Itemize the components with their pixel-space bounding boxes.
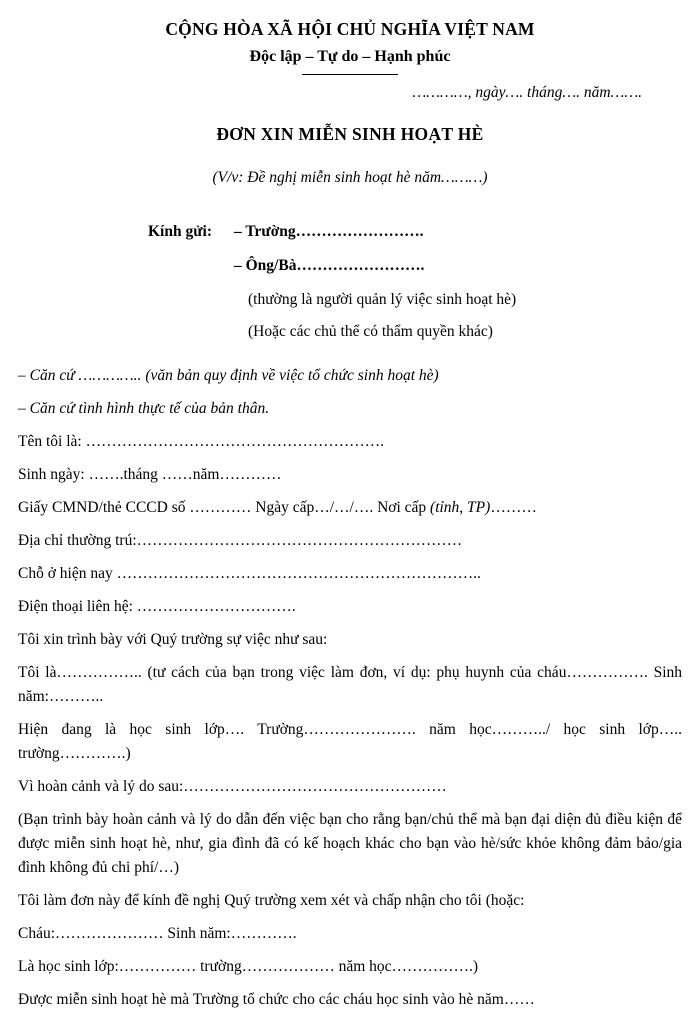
id-card-prefix: Giấy CMND/thẻ CCCD số ………… Ngày cấp…/…/…. Nơi cấp: [18, 499, 431, 517]
child-class-line: Là học sinh lớp:…………… trường……………… năm học…………….): [18, 958, 479, 976]
recipient-row-person: [148, 254, 682, 278]
document-title: ĐƠN XIN MIỄN SINH HOẠT HÈ: [216, 123, 484, 144]
recipient-person: – Ông/Bà…………………….: [234, 257, 425, 275]
reason-note-line: (Bạn trình bày hoàn cảnh và lý do dẫn đến việc bạn cho rằng bạn/chủ thể mà bạn đại diện đủ điều kiện để được miễn sinh hoạt hè, như, gia đình đã có kế hoạch khác cho bạn vào hè/sức khỏe không đảm bảo/gia đình không đủ chi phí/…): [18, 811, 682, 877]
national-title: CỘNG HÒA XÃ HỘI CHỦ NGHĨA VIỆT NAM: [165, 19, 535, 39]
applicant-role-line: Tôi là…………….. (tư cách của bạn trong việc làm đơn, ví dụ: phụ huynh của cháu……………. Sinh năm:………..: [18, 664, 682, 706]
id-card-suffix: ………: [490, 499, 537, 517]
student-info-line: Hiện đang là học sinh lớp…. Trường…………………. năm học………../ học sinh lớp….. trường………….): [18, 721, 682, 763]
national-motto: Độc lập – Tự do – Hạnh phúc: [249, 48, 451, 66]
phone-line: Điện thoại liên hệ: ………………………….: [18, 598, 296, 616]
permanent-address-line: Địa chỉ thường trú:………………………………………………………: [18, 532, 463, 550]
request-line: Tôi làm đơn này để kính đề nghị Quý trường xem xét và chấp nhận cho tôi (hoặc:: [18, 892, 525, 910]
recipient-note-manager: (thường là người quản lý việc sinh hoạt hè): [248, 291, 517, 309]
basis-line-1: [18, 364, 682, 388]
recipient-school: – Trường…………………….: [234, 223, 424, 241]
applicant-name-line: Tên tôi là: ………………………………………………….: [18, 433, 384, 451]
exemption-line: Được miễn sinh hoạt hè mà Trường tổ chức cho các cháu học sinh vào hè năm……: [18, 991, 535, 1009]
document-body: [18, 364, 682, 1012]
birth-date-line: Sinh ngày: …….tháng ……năm…………: [18, 466, 282, 484]
id-card-place-note: (tỉnh, TP): [430, 499, 491, 517]
motto-divider: [302, 74, 398, 75]
recipient-row-school: [148, 220, 682, 244]
basis-1-note: (văn bản quy định về việc tổ chức sinh hoạt hè): [145, 367, 439, 385]
current-residence-line: Chỗ ở hiện nay ……………………………………………………………..: [18, 565, 481, 583]
reason-heading-line: Vì hoàn cảnh và lý do sau:……………………………………………: [18, 778, 447, 796]
recipient-block: [18, 220, 682, 344]
document-subtitle: (V/v: Đề nghị miễn sinh hoạt hè năm………): [212, 169, 488, 187]
date-line: …………, ngày…. tháng…. năm…….: [412, 83, 642, 101]
recipient-note-other: (Hoặc các chủ thể có thẩm quyền khác): [248, 323, 493, 341]
id-card-line: [18, 496, 682, 520]
basis-1-prefix: – Căn cứ …………..: [18, 367, 146, 385]
basis-line-2: – Căn cứ tình hình thực tế của bản thân.: [18, 400, 270, 418]
recipient-label: Kính gửi:: [148, 223, 212, 241]
intro-line: Tôi xin trình bày với Quý trường sự việc như sau:: [18, 631, 328, 649]
child-name-line: Cháu:………………… Sinh năm:………….: [18, 925, 297, 943]
